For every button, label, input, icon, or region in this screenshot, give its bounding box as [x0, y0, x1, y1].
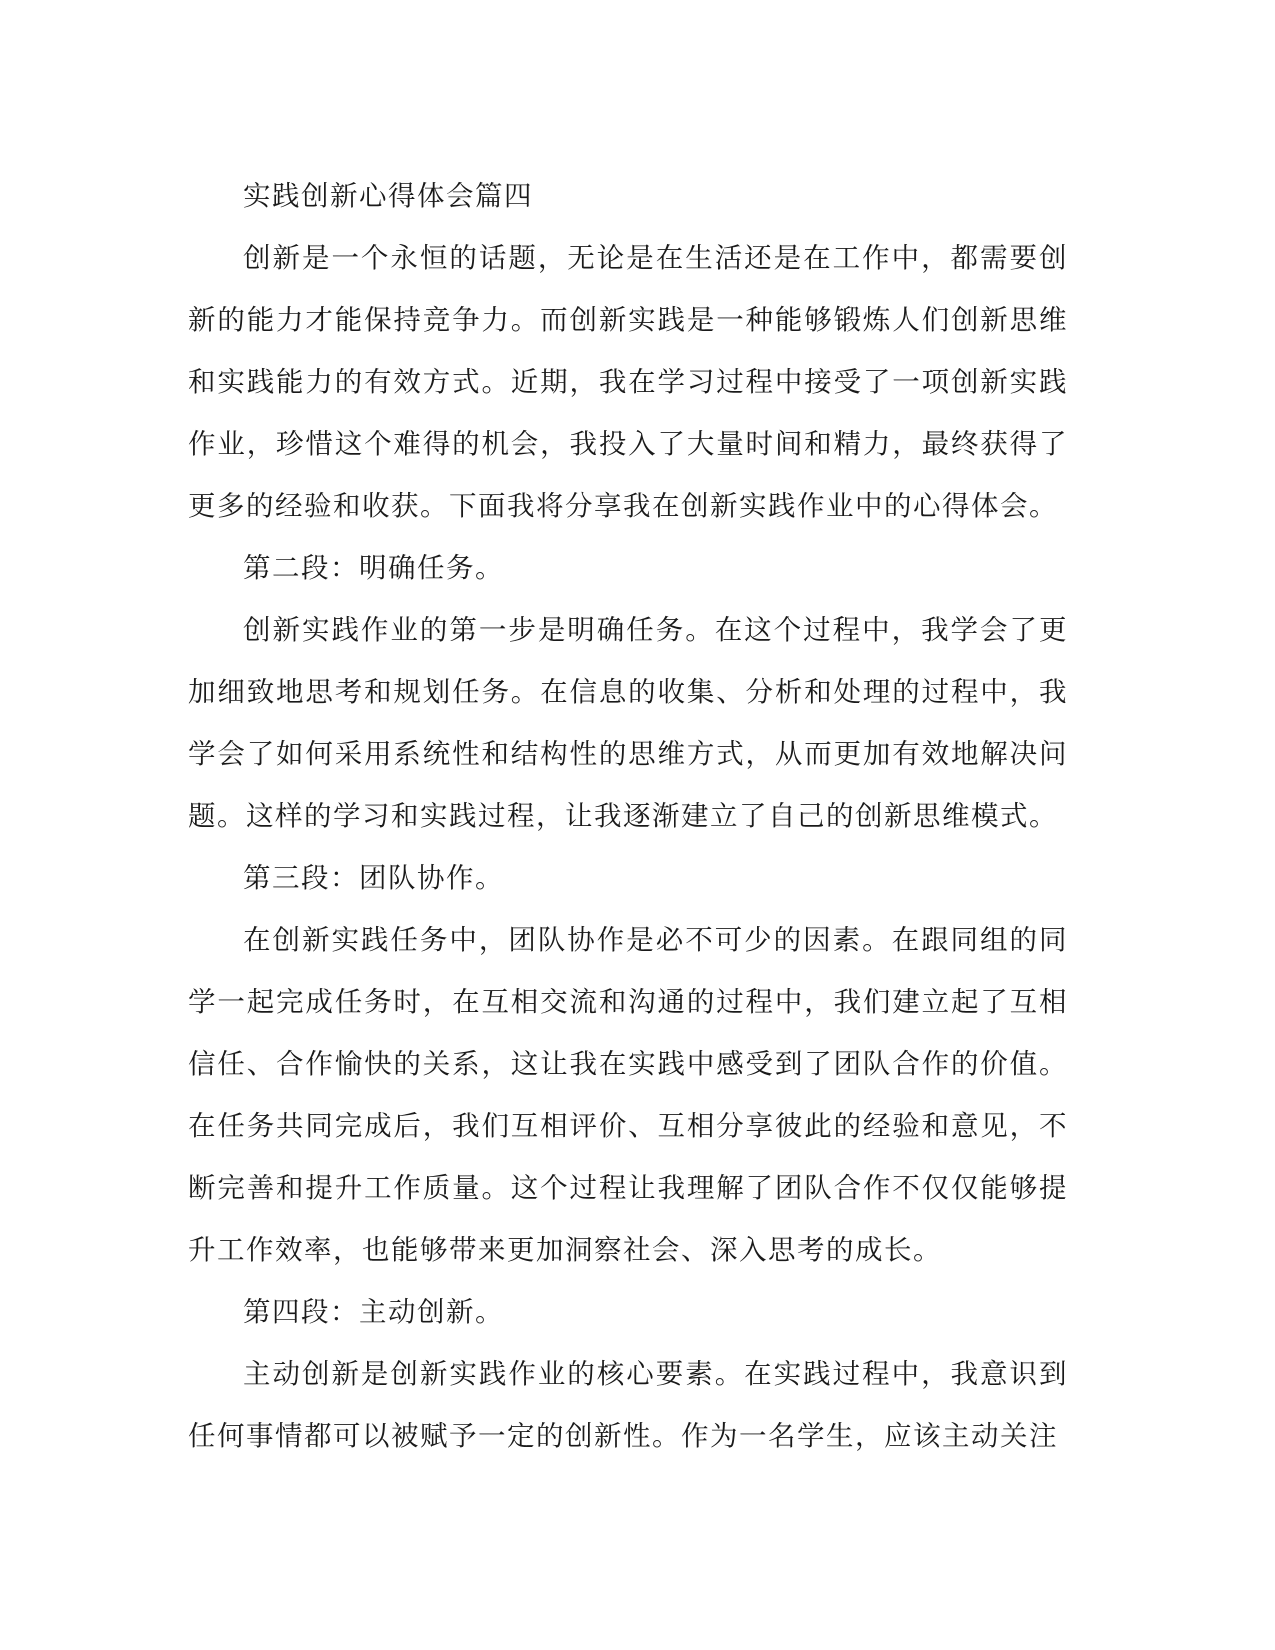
paragraph-teamwork: 在创新实践任务中，团队协作是必不可少的因素。在跟同组的同学一起完成任务时，在互相交流和沟通的过程中，我们建立起了互相信任、合作愉快的关系，这让我在实践中感受到了团队合作的价值。在任务共同完成后，我们互相评价、互相分享彼此的经验和意见，不断完善和提升工作质量。这个过程让我理解了团队合作不仅仅能够提升工作效率，也能够带来更加洞察社会、深入思考的成长。: [188, 924, 1068, 1266]
paragraph-innovation: 主动创新是创新实践作业的核心要素。在实践过程中，我意识到任何事情都可以被赋予一定的创新性。作为一名学生，应该主动关注: [188, 1358, 1068, 1452]
document-title: 实践创新心得体会篇四: [243, 180, 533, 212]
paragraph-intro: 创新是一个永恒的话题，无论是在生活还是在工作中，都需要创新的能力才能保持竞争力。而创新实践是一种能够锻炼人们创新思维和实践能力的有效方式。近期，我在学习过程中接受了一项创新实践作业，珍惜这个难得的机会，我投入了大量时间和精力，最终获得了更多的经验和收获。下面我将分享我在创新实践作业中的心得体会。: [188, 242, 1068, 522]
document-body: [188, 165, 1068, 1467]
section-heading-2: 第二段：明确任务。: [243, 552, 504, 584]
paragraph-task: 创新实践作业的第一步是明确任务。在这个过程中，我学会了更加细致地思考和规划任务。在信息的收集、分析和处理的过程中，我学会了如何采用系统性和结构性的思维方式，从而更加有效地解决问题。这样的学习和实践过程，让我逐渐建立了自己的创新思维模式。: [188, 614, 1068, 832]
section-heading-4: 第四段：主动创新。: [243, 1296, 504, 1328]
section-heading-3: 第三段：团队协作。: [243, 862, 504, 894]
